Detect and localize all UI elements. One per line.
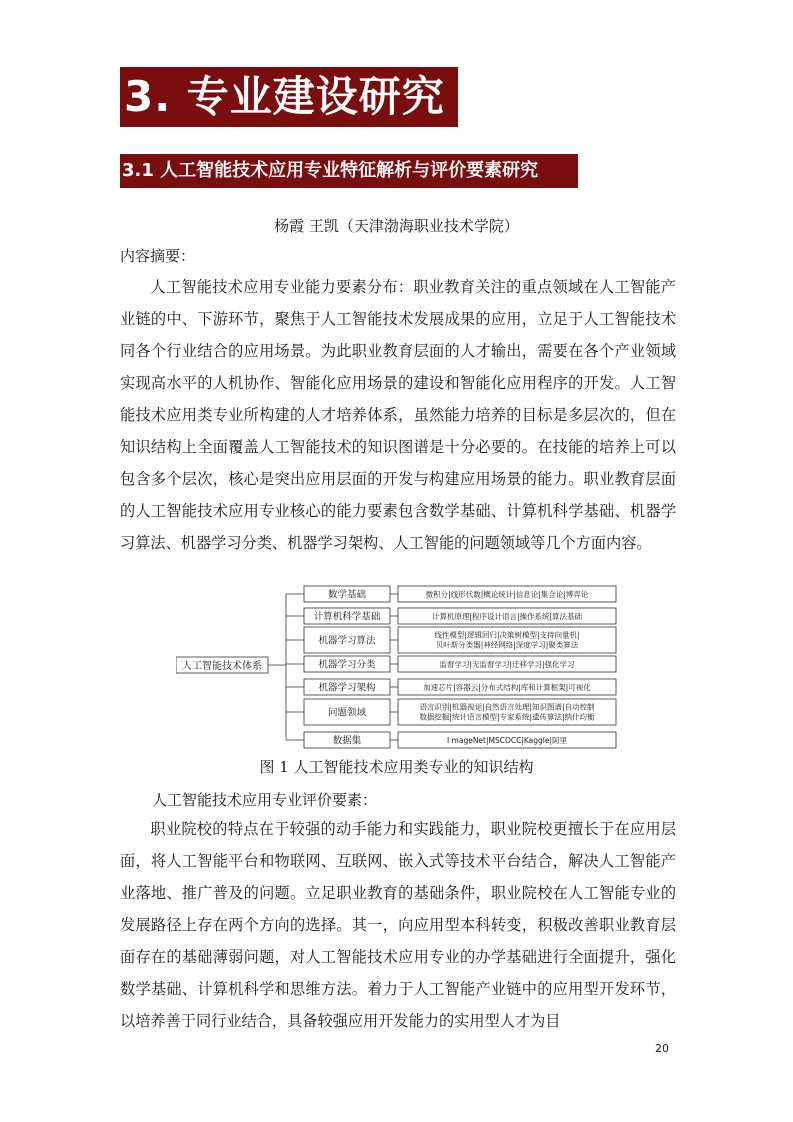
abstract-paragraph [120,271,676,559]
detail-label: 贝叶斯分类器|神经网络|深度学习|聚类算法 [435,640,579,650]
category-label: 机器学习算法 [318,635,376,647]
detail-label: 计算机原理|程序设计语言|操作系统|算法基础 [431,612,583,621]
category-label: 计算机科学基础 [313,611,381,623]
detail-label: 线性模型|逻辑回归|决策树模型|支持向量机| [434,630,580,640]
evaluation-paragraph [120,813,676,1037]
detail-label: 数据挖掘|统计语言模型|专家系统|遗传算法|纳什均衡 [419,712,595,722]
detail-label: 语言识别|机器视觉|自然语言处理|知识图谱|自动控制 [419,702,595,712]
evaluation-text: 职业院校的特点在于较强的动手能力和实践能力，职业院校更擅长于在应用层面，将人工智能平台和物联网、互联网、嵌入式等技术平台结合，解决人工智能产业落地、推广普及的问题。立足职业教育的基础条件，职业院校在人工智能专业的发展路径上存在两个方向的选择。其一，向应用型本科转变，积极改善职业教育层面存在的基础薄弱问题，对人工智能技术应用专业的办学基础进行全面提升，强化数学基础、计算机科学和思维方法。着力于人工智能产业链中的应用型开发环节，以培养善于同行业结合，具备较强应用开发能力的实用型人才为目 [120,820,676,1030]
page-number: 20 [655,1042,669,1055]
category-label: 数据集 [332,735,362,747]
category-label: 机器学习分类 [318,659,376,671]
detail-label: 监督学习|无监督学习|迁移学习|强化学习 [439,660,575,669]
knowledge-structure-diagram [176,583,618,751]
evaluation-label: 人工智能技术应用专业评价要素： [152,791,378,809]
section-title: 3.1 人工智能技术应用专业特征解析与评价要素研究 [120,154,578,188]
category-label: 问题领域 [327,707,367,719]
figure-caption: 图 1 人工智能技术应用类专业的知识结构 [259,758,534,776]
abstract-label: 内容摘要： [120,247,196,265]
detail-label: 微积分|线形代数|概论统计|信息论|集合论|博弈论 [425,590,589,599]
chapter-title: 3. 专业建设研究 [120,67,458,127]
category-label: 机器学习架构 [318,682,376,694]
authors: 杨霞 王凯（天津渤海职业技术学院） [274,217,519,235]
detail-label: 加速芯片|容器云|分布式结构|库和计算框架|可视化 [423,683,591,692]
knowledge-structure-figure [176,583,618,751]
category-label: 数学基础 [327,589,367,601]
detail-label: I mageNet|MSCOCC|Kaggle|阿里 [446,736,568,745]
root-label: 人工智能技术体系 [182,661,262,672]
abstract-text: 人工智能技术应用专业能力要素分布：职业教育关注的重点领域在人工智能产业链的中、下游环节，聚焦于人工智能技术发展成果的应用，立足于人工智能技术同各个行业结合的应用场景。为此职业教育层面的人才输出，需要在各个产业领域实现高水平的人机协作、智能化应用场景的建设和智能化应用程序的开发。人工智能技术应用类专业所构建的人才培养体系，虽然能力培养的目标是多层次的，但在知识结构上全面覆盖人工智能技术的知识图谱是十分必要的。在技能的培养上可以包含多个层次，核心是突出应用层面的开发与构建应用场景的能力。职业教育层面的人工智能技术应用专业核心的能力要素包含数学基础、计算机科学基础、机器学习算法、机器学习分类、机器学习架构、人工智能的问题领域等几个方面内容。 [120,278,676,552]
